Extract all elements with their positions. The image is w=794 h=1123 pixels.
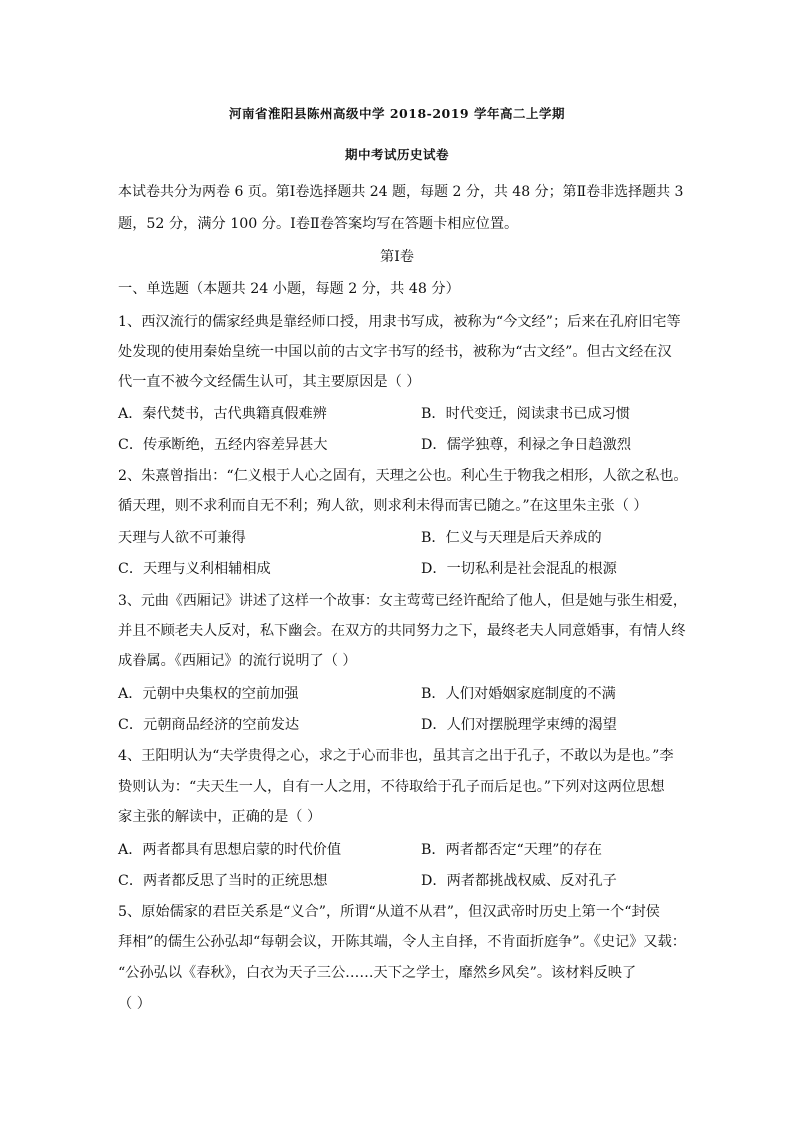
question-4-option-c: C．两者都反思了当时的正统思想 (118, 873, 328, 889)
question-4-option-a: A．两者都具有思想启蒙的时代价值 (118, 842, 342, 858)
question-2-option-c: C．天理与义利相辅相成 (118, 561, 271, 577)
question-4-option-b: B．两者都否定“天理”的存在 (421, 842, 602, 858)
part-heading: 一、单选题（本题共 24 小题，每题 2 分，共 48 分） (118, 281, 460, 297)
question-4-line1: 4、王阳明认为“夫学贵得之心，求之于心而非也，虽其言之出于孔子，不敢以为是也。”李 (118, 748, 674, 764)
question-3-option-c: C．元朝商品经济的空前发达 (118, 717, 300, 733)
question-5-line1: 5、原始儒家的君臣关系是“义合”，所谓“从道不从君”，但汉武帝时历史上第一个“封侯 (118, 904, 660, 920)
question-3-option-d: D．人们对摆脱理学束缚的渴望 (421, 717, 617, 733)
question-2-option-b: B．仁义与天理是后天养成的 (421, 530, 602, 546)
question-4-option-d: D．两者都挑战权威、反对孔子 (421, 873, 617, 889)
question-5-line4: （ ） (118, 996, 151, 1012)
question-5-line3: “公孙弘以《春秋》，白衣为天子三公……天下之学士，靡然乡风矣”。该材料反映了 (118, 965, 637, 981)
question-2-option-a: 天理与人欲不可兼得 (118, 530, 246, 546)
question-3-line3: 成眷属。《西厢记》的流行说明了（ ） (118, 653, 357, 669)
question-1-option-a: A．秦代焚书，古代典籍真假难辨 (118, 406, 327, 422)
question-1-line3: 代一直不被今文经儒生认可，其主要原因是（ ） (118, 374, 421, 390)
question-2-option-d: D．一切私利是社会混乱的根源 (421, 561, 617, 577)
intro-line2: 题，52 分，满分 100 分。Ⅰ卷Ⅱ卷答案均写在答题卡相应位置。 (118, 216, 519, 232)
question-1-option-b: B．时代变迁，阅读隶书已成习惯 (421, 406, 631, 422)
question-4-line2: 贽则认为：“夫天生一人，自有一人之用，不待取给于孔子而后足也。”下列对这两位思想 (118, 779, 665, 795)
question-3-line2: 并且不顾老夫人反对，私下幽会。在双方的共同努力之下，最终老夫人同意婚事，有情人终 (118, 623, 686, 639)
question-1-line1: 1、西汉流行的儒家经典是靠经师口授，用隶书写成，被称为“今文经”；后来在孔府旧宅等 (118, 314, 681, 330)
question-4-line3: 家主张的解读中，正确的是（ ） (118, 809, 322, 825)
question-5-line2: 拜相”的儒生公孙弘却“每朝会议，开陈其端，令人主自择，不肯面折庭争”。《史记》又载： (118, 934, 686, 950)
question-2-line1: 2、朱熹曾指出：“仁义根于人心之固有，天理之公也。利心生于物我之相形，人欲之私也。 (118, 468, 688, 484)
question-3-line1: 3、元曲《西厢记》讲述了这样一个故事：女主莺莺已经许配给了他人，但是她与张生相爱， (118, 593, 687, 609)
question-1-option-d: D．儒学独尊，利禄之争日趋激烈 (421, 437, 632, 453)
question-3-option-b: B．人们对婚姻家庭制度的不满 (421, 686, 616, 702)
section-heading: 第Ⅰ卷 (380, 249, 414, 265)
question-1-option-c: C．传承断绝，五经内容差异甚大 (118, 437, 328, 453)
exam-title-line2: 期中考试历史试卷 (344, 147, 449, 162)
exam-title-line1: 河南省淮阳县陈州高级中学 2018-2019 学年高二上学期 (229, 106, 565, 121)
question-3-option-a: A．元朝中央集权的空前加强 (118, 686, 299, 702)
intro-line1: 本试卷共分为两卷 6 页。第Ⅰ卷选择题共 24 题，每题 2 分，共 48 分；第Ⅱ卷非选择题共 3 (118, 184, 684, 200)
question-1-line2: 处发现的使用秦始皇统一中国以前的古文字书写的经书，被称为“古文经”。但古文经在汉 (118, 344, 672, 360)
question-2-line2: 循天理，则不求利而自无不利；殉人欲，则求利未得而害已随之。”在这里朱主张（ ） (118, 498, 648, 514)
